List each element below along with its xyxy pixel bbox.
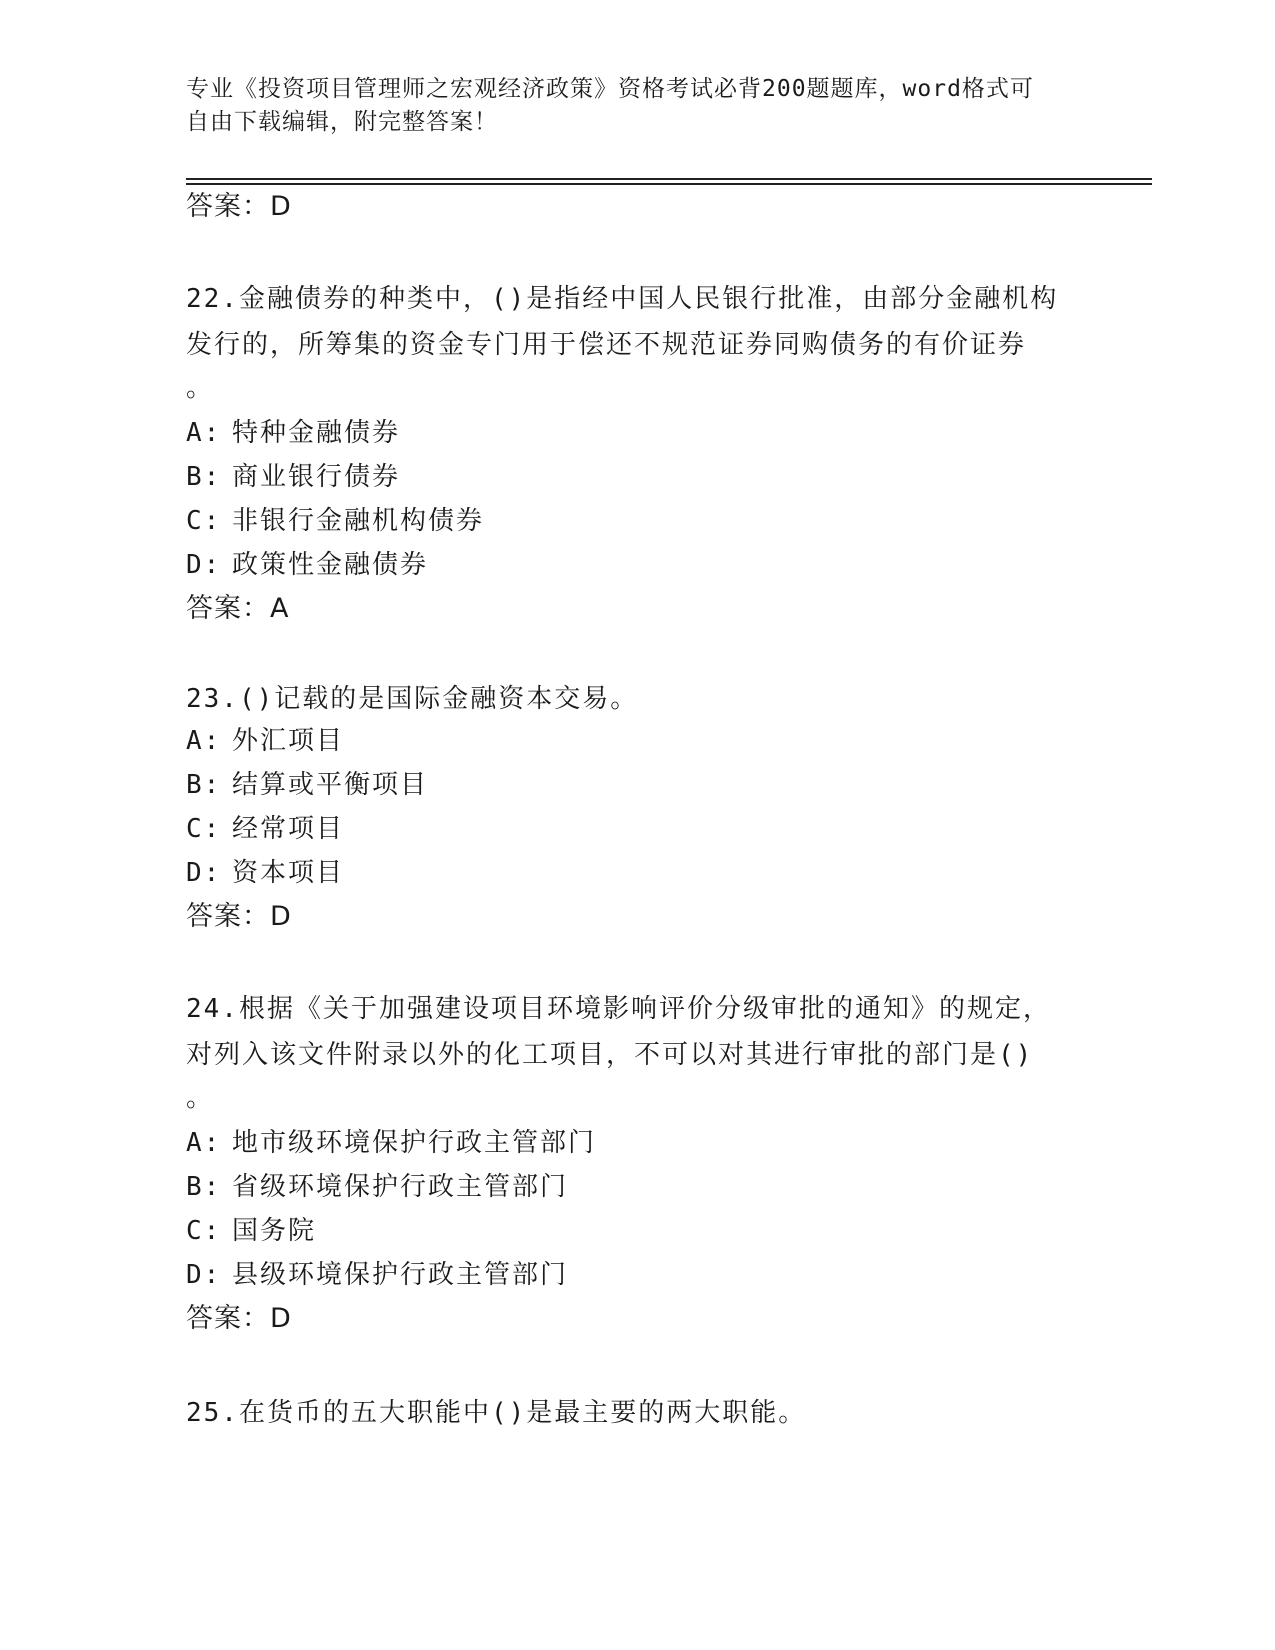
question-23-line-1: 23.()记载的是国际金融资本交易。 — [186, 684, 639, 714]
question-22-line-1: 22.金融债券的种类中，()是指经中国人民银行批准，由部分金融机构 — [186, 284, 1059, 314]
option-letter: B: — [186, 462, 222, 492]
question-24-line-2: 对列入该文件附录以外的化工项目，不可以对其进行审批的部门是() — [186, 1040, 1034, 1070]
header-rule-bottom — [186, 183, 1152, 185]
question-24-stem — [186, 986, 1086, 1118]
option-letter: A: — [186, 726, 222, 756]
question-23-option-d — [186, 856, 344, 890]
question-24-line-3: 。 — [186, 1083, 215, 1113]
option-text: 省级环境保护行政主管部门 — [232, 1172, 569, 1202]
question-22-line-2: 发行的，所筹集的资金专门用于偿还不规范证券同购债务的有价证券 — [186, 330, 1027, 360]
option-text: 资本项目 — [232, 858, 345, 888]
question-23-option-b — [186, 768, 428, 802]
header-line-2: 自由下载编辑，附完整答案！ — [186, 109, 498, 135]
question-23-option-a — [186, 724, 344, 758]
question-22-option-c — [186, 504, 484, 538]
option-letter: C: — [186, 506, 222, 536]
question-23-option-c — [186, 812, 344, 846]
option-letter: B: — [186, 1172, 222, 1202]
option-letter: D: — [186, 1260, 222, 1290]
question-22-line-3: 。 — [186, 373, 215, 403]
option-text: 地市级环境保护行政主管部门 — [232, 1128, 597, 1158]
option-letter: C: — [186, 814, 222, 844]
option-letter: A: — [186, 418, 222, 448]
option-text: 商业银行债券 — [232, 462, 401, 492]
option-letter: B: — [186, 770, 222, 800]
question-22-answer: 答案：A — [186, 593, 290, 624]
option-text: 外汇项目 — [232, 726, 345, 756]
option-text: 政策性金融债券 — [232, 550, 429, 580]
option-letter: A: — [186, 1128, 222, 1158]
document-header — [186, 73, 1086, 139]
question-24-answer: 答案：D — [186, 1303, 292, 1334]
option-text: 经常项目 — [232, 814, 345, 844]
question-22-option-a — [186, 416, 400, 450]
question-22-option-d — [186, 548, 428, 582]
option-letter: C: — [186, 1216, 222, 1246]
question-25-line-1: 25.在货币的五大职能中()是最主要的两大职能。 — [186, 1398, 807, 1428]
option-text: 结算或平衡项目 — [232, 770, 429, 800]
question-22-option-b — [186, 460, 400, 494]
option-text: 非银行金融机构债券 — [232, 506, 485, 536]
option-text: 县级环境保护行政主管部门 — [232, 1260, 569, 1290]
option-letter: D: — [186, 550, 222, 580]
option-text: 国务院 — [232, 1216, 317, 1246]
question-23-stem — [186, 676, 1086, 722]
header-line-1: 专业《投资项目管理师之宏观经济政策》资格考试必背200题题库，word格式可 — [186, 76, 1034, 102]
header-rule-top — [186, 178, 1152, 180]
question-24-option-d — [186, 1258, 568, 1292]
previous-answer: 答案：D — [186, 191, 292, 222]
question-25-stem — [186, 1390, 1086, 1436]
question-24-option-b — [186, 1170, 568, 1204]
question-24-option-a — [186, 1126, 596, 1160]
option-text: 特种金融债券 — [232, 418, 401, 448]
question-23-answer: 答案：D — [186, 901, 292, 932]
question-22-stem — [186, 276, 1086, 408]
question-24-line-1: 24.根据《关于加强建设项目环境影响评价分级审批的通知》的规定， — [186, 994, 1051, 1024]
option-letter: D: — [186, 858, 222, 888]
question-24-option-c — [186, 1214, 316, 1248]
